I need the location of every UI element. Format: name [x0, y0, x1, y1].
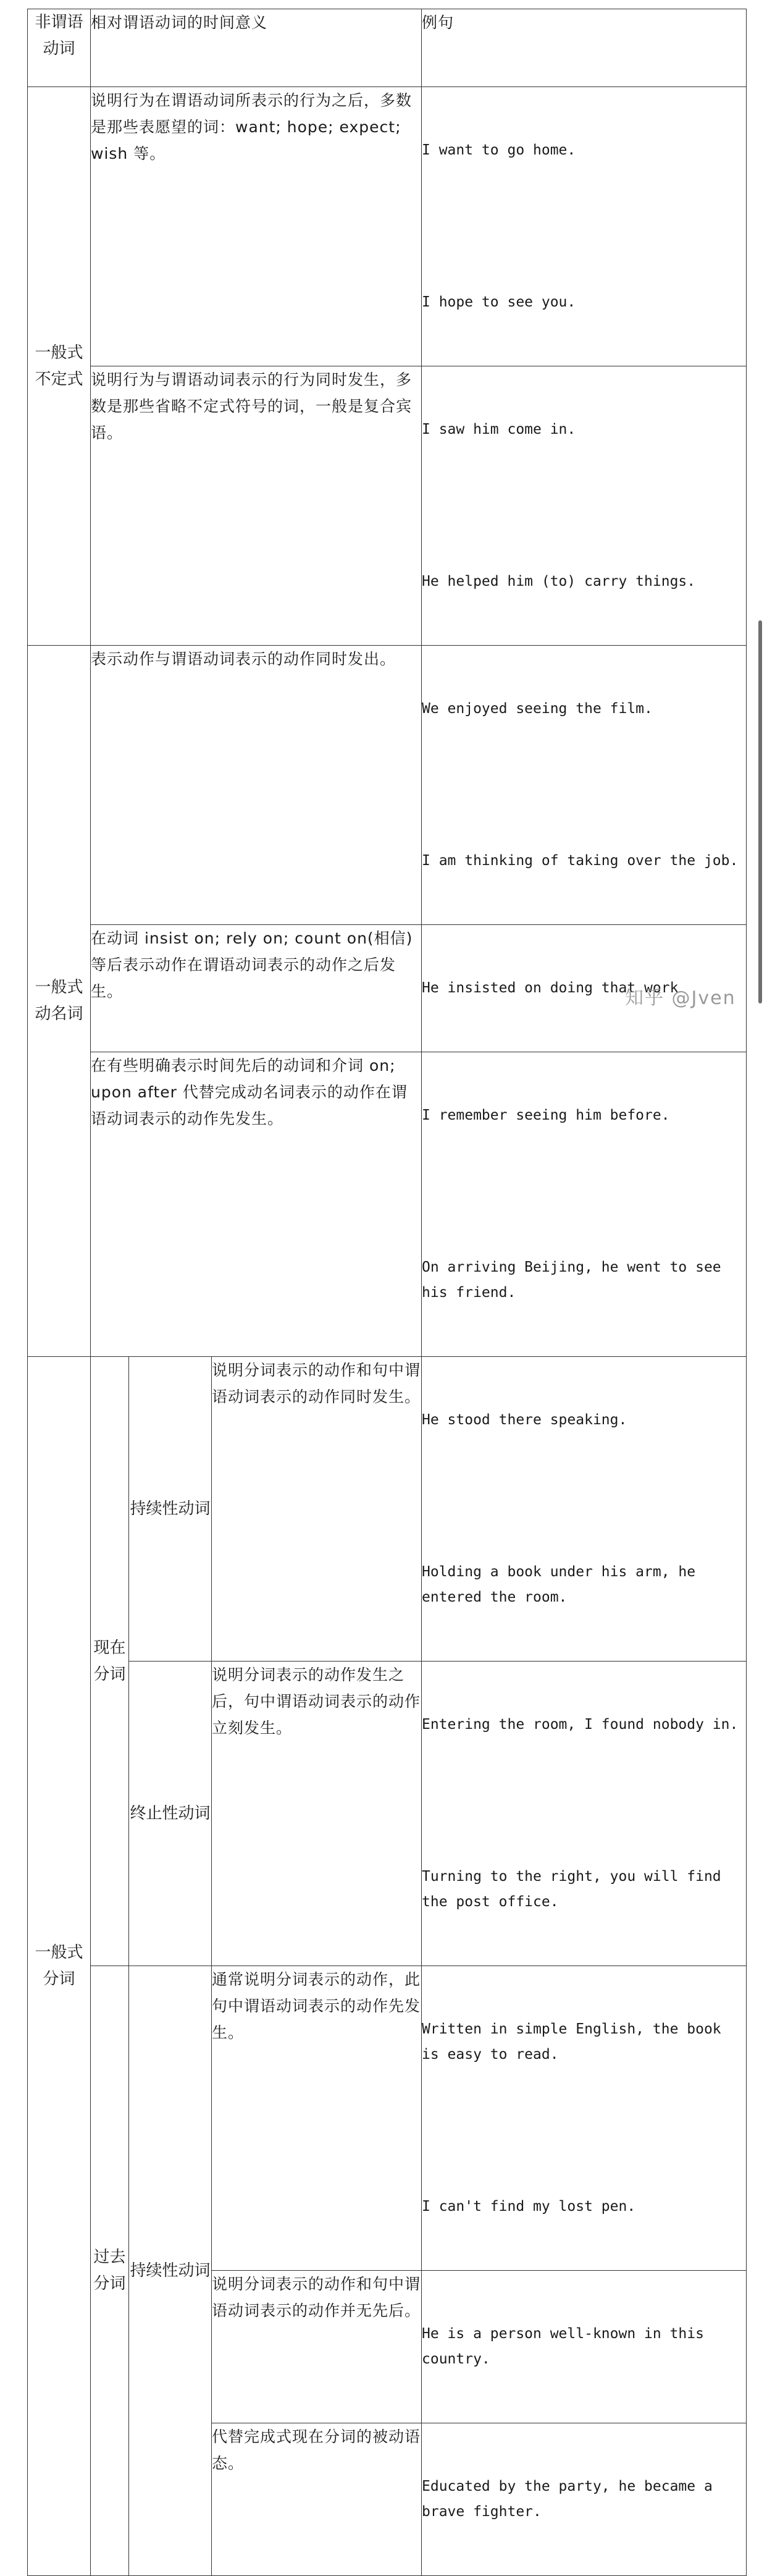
grammar-table	[27, 9, 747, 2576]
meaning-cell: 通常说明分词表示的动作，此句中谓语动词表示的动作先发生。	[212, 1966, 422, 2271]
table-row	[28, 1966, 747, 2271]
example-sentence: Turning to the right, you will find the post office.	[422, 1869, 730, 1910]
meaning-cell: 代替完成式现在分词的被动语态。	[212, 2423, 422, 2576]
example-sentence: Written in simple English, the book is easy to read.	[422, 2021, 730, 2063]
example-cell	[422, 1662, 747, 1966]
meaning-cell: 说明分词表示的动作和句中谓语动词表示的动作并无先后。	[212, 2271, 422, 2423]
table-row	[28, 1662, 747, 1966]
example-cell	[422, 1966, 747, 2271]
zhihu-watermark: 知乎 @Jven	[625, 987, 736, 1009]
table-row	[28, 1052, 747, 1357]
example-sentence: Entering the room, I found nobody in.	[422, 1717, 739, 1733]
example-sentence: I remember seeing him before.	[422, 1107, 670, 1123]
example-sentence: On arriving Beijing, he went to see his friend.	[422, 1259, 730, 1301]
header-nonfinite: 非谓语动词	[28, 9, 91, 87]
example-sentence: We enjoyed seeing the film.	[422, 701, 653, 717]
example-sentence: Educated by the party, he became a brave fighter.	[422, 2478, 721, 2520]
example-cell	[422, 646, 747, 925]
example-sentence: He insisted on doing that work	[422, 980, 679, 996]
example-cell	[422, 87, 747, 366]
category-gerund: 一般式动名词	[28, 646, 91, 1357]
past-participle-label: 过去分词	[91, 1966, 129, 2576]
table-row	[28, 366, 747, 646]
category-participle: 一般式分词	[28, 1357, 91, 2576]
table-row	[28, 87, 747, 366]
header-examples: 例句	[422, 9, 747, 87]
example-sentence: I can't find my lost pen.	[422, 2198, 636, 2215]
example-cell	[422, 1052, 747, 1357]
verb-type-continuous-past: 持续性动词	[129, 1966, 212, 2576]
category-infinitive: 一般式不定式	[28, 87, 91, 646]
example-sentence: I hope to see you.	[422, 294, 576, 310]
meaning-cell: 说明分词表示的动作发生之后，句中谓语动词表示的动作立刻发生。	[212, 1662, 422, 1966]
header-row	[28, 9, 747, 87]
meaning-cell: 说明分词表示的动作和句中谓语动词表示的动作同时发生。	[212, 1357, 422, 1662]
meaning-cell: 表示动作与谓语动词表示的动作同时发出。	[91, 646, 422, 925]
example-sentence: He stood there speaking.	[422, 1412, 627, 1428]
example-sentence: He helped him (to) carry things.	[422, 573, 696, 589]
example-sentence: He is a person well-known in this country.	[422, 2326, 713, 2367]
example-cell	[422, 2271, 747, 2423]
example-sentence: I want to go home.	[422, 142, 576, 158]
example-sentence: I saw him come in.	[422, 421, 576, 437]
meaning-cell: 在动词 insist on; rely on; count on(相信)等后表示动作在谓语动词表示的动作之后发生。	[91, 925, 422, 1052]
vertical-scrollbar[interactable]	[758, 620, 762, 1003]
table-row	[28, 1357, 747, 1662]
example-cell	[422, 2423, 747, 2576]
verb-type-terminal: 终止性动词	[129, 1662, 212, 1966]
meaning-cell: 说明行为在谓语动词所表示的行为之后，多数是那些表愿望的词：want; hope; expect; wish 等。	[91, 87, 422, 366]
example-sentence: I am thinking of taking over the job.	[422, 853, 739, 869]
table-row	[28, 646, 747, 925]
present-participle-label: 现在分词	[91, 1357, 129, 1966]
example-cell	[422, 1357, 747, 1662]
meaning-cell: 在有些明确表示时间先后的动词和介词 on; upon after 代替完成动名词表示的动作在谓语动词表示的动作先发生。	[91, 1052, 422, 1357]
example-sentence: Holding a book under his arm, he entered the room.	[422, 1564, 704, 1605]
header-time-meaning: 相对谓语动词的时间意义	[91, 9, 422, 87]
example-cell	[422, 366, 747, 646]
verb-type-continuous: 持续性动词	[129, 1357, 212, 1662]
meaning-cell: 说明行为与谓语动词表示的行为同时发生，多数是那些省略不定式符号的词，一般是复合宾语。	[91, 366, 422, 646]
